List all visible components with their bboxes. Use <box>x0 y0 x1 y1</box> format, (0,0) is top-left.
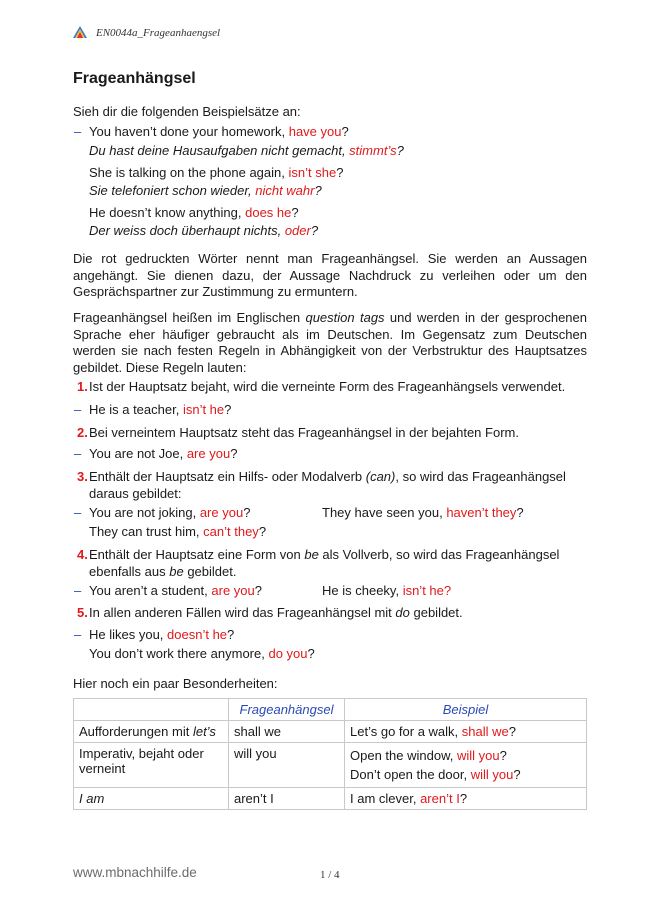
rule-number: 5. <box>77 605 88 620</box>
example-en: He doesn’t know anything, does he? <box>89 205 299 220</box>
table-row <box>74 788 587 810</box>
paragraph-explanation: Die rot gedruckten Wörter nennt man Frageanhängsel. Sie werden an Aussagen angehängt. Sie dienen dazu, der Aussage Nachdruck zu verleihen oder um den Gesprächspartner zur Zustimmung zu ermuntern. <box>73 251 587 299</box>
example-en: She is talking on the phone again, isn’t she? <box>89 165 344 180</box>
table-header-cell: Beispiel <box>345 699 587 721</box>
table-header-cell: Frageanhängsel <box>229 699 345 721</box>
rule-example: They have seen you, haven’t they? <box>322 505 524 520</box>
list-dash: – <box>74 583 82 598</box>
paragraph-rules-intro: Frageanhängsel heißen im Englischen question tags und werden in der gesprochenen Sprache eher häufiger gebraucht als im Deutschen. Im Gegensatz zum Deutschen werden sie nach festen Regeln in Abhängigkeit von der Verbstruktur des Hauptsatzes gebildet. Diese Regeln lauten: <box>73 310 587 375</box>
page-number: 1 / 4 <box>320 869 340 881</box>
table-cell: Let’s go for a walk, shall we? <box>345 721 587 743</box>
intro-text: Sieh dir die folgenden Beispielsätze an: <box>73 104 301 119</box>
list-dash: – <box>74 402 82 417</box>
table-cell: I am clever, aren’t I? <box>345 788 587 810</box>
rule-text: In allen anderen Fällen wird das Frageanhängsel mit do gebildet. <box>89 605 463 620</box>
rule-text: Bei verneintem Hauptsatz steht das Frageanhängsel in der bejahten Form. <box>89 425 519 440</box>
example-en: You haven’t done your homework, have you? <box>89 124 349 139</box>
table-row <box>74 743 587 788</box>
rule-number: 3. <box>77 469 88 484</box>
example-de: Sie telefoniert schon wieder, nicht wahr? <box>89 183 322 198</box>
rule-text: Enthält der Hauptsatz ein Hilfs- oder Modalverb (can), so wird das Frageanhängsel <box>89 469 566 484</box>
example-de: Der weiss doch überhaupt nichts, oder? <box>89 223 319 238</box>
rule-number: 1. <box>77 379 88 394</box>
footer-website[interactable]: www.mbnachhilfe.de <box>73 865 197 880</box>
table-cell: Open the window, will you? Don’t open the door, will you? <box>345 743 587 788</box>
page-title: Frageanhängsel <box>73 70 196 87</box>
table-header-cell <box>74 699 229 721</box>
rule-example: You don’t work there anymore, do you? <box>89 646 315 661</box>
table-cell: aren’t I <box>229 788 345 810</box>
example-de: Du hast deine Hausaufgaben nicht gemacht, stimmt’s? <box>89 143 404 158</box>
table-cell: Aufforderungen mit let’s <box>74 721 229 743</box>
rule-example: They can trust him, can’t they? <box>89 524 267 539</box>
rule-example: He likes you, doesn’t he? <box>89 627 235 642</box>
rule-example: You aren’t a student, are you? <box>89 583 262 598</box>
list-dash: – <box>74 124 82 139</box>
table-header-row <box>74 699 587 721</box>
rule-example: He is cheeky, isn’t he? <box>322 583 452 598</box>
table-row <box>74 721 587 743</box>
special-cases-table <box>73 698 587 810</box>
special-intro: Hier noch ein paar Besonderheiten: <box>73 676 278 691</box>
list-dash: – <box>74 505 82 520</box>
rule-example: You are not Joe, are you? <box>89 446 238 461</box>
rule-text-continued: ebenfalls aus be gebildet. <box>89 564 237 579</box>
rule-example: He is a teacher, isn’t he? <box>89 402 232 417</box>
list-dash: – <box>74 446 82 461</box>
rule-text-continued: daraus gebildet: <box>89 486 182 501</box>
rule-text: Enthält der Hauptsatz eine Form von be als Vollverb, so wird das Frageanhängsel <box>89 547 560 562</box>
list-dash: – <box>74 627 82 642</box>
table-cell: I am <box>74 788 229 810</box>
rule-number: 4. <box>77 547 88 562</box>
document-id: EN0044a_Frageanhaengsel <box>96 27 221 39</box>
table-cell: shall we <box>229 721 345 743</box>
table-cell: will you <box>229 743 345 788</box>
logo-icon <box>73 26 87 38</box>
rule-number: 2. <box>77 425 88 440</box>
rule-example: You are not joking, are you? <box>89 505 251 520</box>
rule-text: Ist der Hauptsatz bejaht, wird die verneinte Form des Frageanhängsels verwendet. <box>89 379 566 394</box>
table-cell: Imperativ, bejaht oder verneint <box>74 743 229 788</box>
